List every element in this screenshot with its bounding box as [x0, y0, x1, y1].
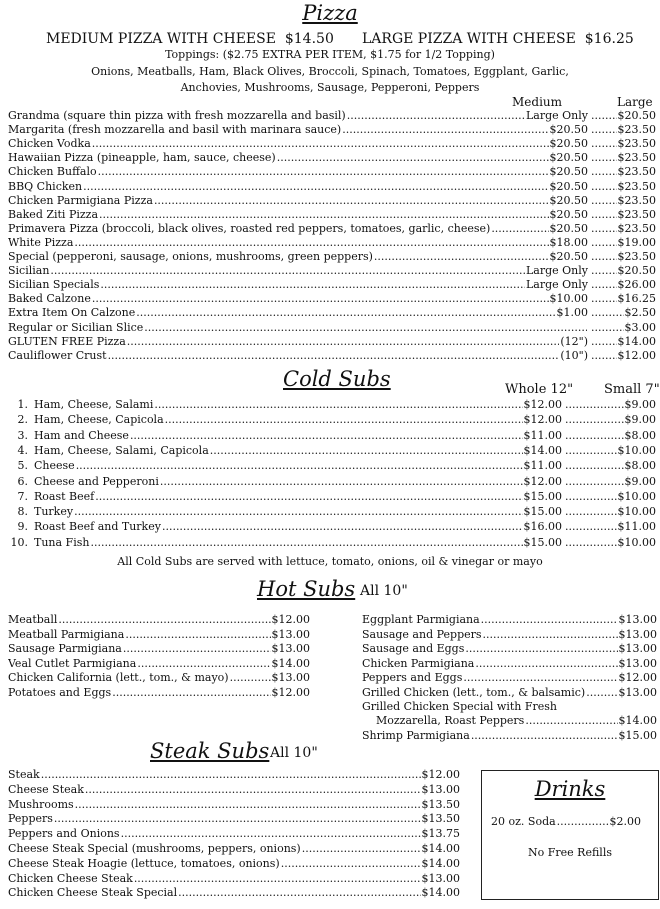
pizza-item-medium-price: (10")	[560, 348, 588, 362]
steak-sub-name: Chicken Cheese Steak	[8, 871, 133, 885]
cold-sub-small-price: $10.00	[617, 443, 656, 457]
drinks-soda-row	[491, 815, 641, 828]
cold-sub-whole-price: $12.00	[523, 474, 562, 488]
pizza-col-medium: Medium	[512, 95, 563, 109]
steak-sub-name: Cheese Steak Special (mushrooms, peppers, onions)	[8, 842, 301, 855]
pizza-item-large-row	[590, 109, 656, 122]
pizza-item-large-row	[590, 137, 656, 150]
steak-sub-row	[8, 768, 460, 781]
cold-sub-number: 2.	[17, 413, 28, 427]
pizza-item-large-price: $26.00	[617, 278, 656, 292]
pizza-item-large-price: $2.50	[624, 306, 656, 320]
pizza-item-medium-price: $18.00	[549, 235, 588, 249]
hot-sub-row	[362, 628, 657, 641]
cold-sub-whole-price: $11.00	[523, 459, 562, 473]
pizza-item-name: Primavera Pizza (broccoli, black olives, roasted red peppers, tomatoes, garlic, cheese)	[8, 221, 491, 235]
steak-sub-name: Peppers and Onions	[8, 827, 120, 841]
steak-sub-row	[8, 812, 460, 825]
steak-subs-size-note: All 10"	[270, 745, 318, 761]
cold-sub-name: Cheese	[34, 459, 75, 473]
pizza-item-row	[8, 109, 588, 122]
cold-sub-name: Ham and Cheese	[34, 428, 129, 442]
pizza-headline-medium	[46, 31, 334, 47]
cold-sub-small-row	[564, 459, 656, 472]
pizza-item-name: Margarita (fresh mozzarella and basil with marinara sauce)	[8, 123, 342, 137]
headline-medium-price: $14.50	[284, 31, 334, 47]
pizza-item-row	[8, 335, 588, 348]
hot-sub-row	[362, 642, 657, 655]
hot-sub-name: Peppers and Eggs	[362, 671, 463, 684]
hot-sub-name: Sausage Parmigiana	[8, 642, 122, 655]
pizza-item-large-row	[590, 264, 656, 277]
cold-sub-number: 3.	[17, 428, 28, 442]
pizza-item-name: Sicilian	[8, 264, 50, 278]
pizza-item-large-row	[590, 194, 656, 207]
cold-sub-small-price: $11.00	[617, 520, 656, 534]
cold-sub-whole-price: $15.00	[523, 505, 562, 519]
cold-sub-small-price: $8.00	[624, 428, 656, 442]
steak-sub-row	[8, 857, 460, 870]
steak-sub-price: $14.00	[421, 856, 460, 870]
hot-sub-row	[8, 657, 310, 670]
hot-sub-special-name: Grilled Chicken Special with Fresh	[362, 700, 557, 713]
drinks-box	[481, 770, 659, 900]
hot-sub-price: $13.00	[271, 671, 310, 684]
steak-sub-price: $14.00	[421, 886, 460, 900]
pizza-item-name: Baked Calzone	[8, 292, 91, 306]
pizza-item-name: Chicken Vodka	[8, 137, 91, 151]
cold-sub-small-row	[564, 398, 656, 411]
pizza-item-name: Baked Ziti Pizza	[8, 207, 99, 221]
cold-col-small: Small 7"	[604, 382, 660, 397]
headline-large-label: LARGE PIZZA WITH CHEESE	[362, 31, 576, 47]
pizza-item-medium-price: $20.50	[549, 250, 588, 263]
pizza-title: Pizza	[302, 1, 358, 25]
cold-sub-small-row	[564, 475, 656, 488]
pizza-item-large-price: $23.50	[617, 221, 656, 235]
pizza-item-row	[8, 278, 588, 291]
hot-sub-row	[8, 613, 310, 626]
cold-sub-name: Roast Beef and Turkey	[34, 520, 161, 534]
cold-col-whole: Whole 12"	[505, 382, 574, 397]
pizza-item-large-price: $23.50	[617, 137, 656, 151]
hot-sub-name: Meatball	[8, 613, 58, 626]
hot-sub-price: $13.00	[271, 627, 310, 641]
hot-sub-row	[8, 686, 310, 699]
pizza-item-large-row	[590, 222, 656, 235]
cold-sub-name: Roast Beef	[34, 489, 95, 503]
pizza-item-large-price: $20.50	[617, 109, 656, 122]
hot-sub-row	[362, 729, 657, 742]
pizza-item-large-price: $3.00	[624, 320, 656, 334]
hot-sub-row	[362, 657, 657, 670]
cold-sub-name: Cheese and Pepperoni	[34, 474, 159, 488]
hot-sub-price: $12.00	[271, 685, 310, 699]
hot-sub-name: Chicken California (lett., tom., & mayo)	[8, 671, 229, 684]
pizza-item-large-row	[590, 180, 656, 193]
hot-sub-name: Veal Cutlet Parmigiana	[8, 656, 137, 670]
cold-sub-whole-price: $15.00	[523, 489, 562, 503]
hot-sub-name: Grilled Chicken (lett., tom., & balsamic)	[362, 685, 586, 699]
hot-sub-price: $13.00	[618, 685, 657, 699]
cold-sub-row	[4, 475, 562, 488]
pizza-item-row	[8, 180, 588, 193]
cold-sub-row	[4, 536, 562, 549]
cold-sub-row	[4, 505, 562, 518]
hot-sub-special-price: $14.00	[618, 714, 657, 727]
pizza-item-medium-price: $10.00	[549, 292, 588, 306]
hot-subs-size-note: All 10"	[360, 583, 408, 599]
steak-sub-price: $13.50	[421, 812, 460, 826]
pizza-item-large-row	[590, 208, 656, 221]
steak-sub-row	[8, 842, 460, 855]
cold-sub-small-row	[564, 413, 656, 426]
pizza-item-large-row	[590, 278, 656, 291]
cold-sub-number: 7.	[17, 489, 28, 503]
cold-sub-row	[4, 459, 562, 472]
cold-sub-small-row	[564, 536, 656, 549]
hot-sub-price: $14.00	[271, 656, 310, 670]
pizza-item-large-row	[590, 236, 656, 249]
steak-sub-name: Cheese Steak	[8, 782, 84, 796]
pizza-item-name: Cauliflower Crust	[8, 348, 107, 362]
pizza-item-large-price: $19.00	[617, 235, 656, 249]
pizza-item-large-row	[590, 321, 656, 334]
cold-sub-name: Ham, Cheese, Salami, Capicola	[34, 443, 209, 457]
hot-sub-row	[362, 671, 657, 684]
steak-sub-row	[8, 886, 460, 899]
toppings-note: Toppings: ($2.75 EXTRA PER ITEM, $1.75 for 1/2 Topping)	[165, 48, 495, 61]
cold-sub-number: 5.	[17, 459, 28, 473]
cold-sub-name: Turkey	[34, 505, 74, 519]
pizza-item-medium-price: $20.50	[549, 165, 588, 179]
pizza-item-medium-price: $20.50	[549, 221, 588, 235]
steak-sub-row	[8, 872, 460, 885]
pizza-item-large-price: $12.00	[617, 348, 656, 362]
pizza-item-name: BBQ Chicken	[8, 179, 83, 193]
steak-sub-price: $13.00	[421, 871, 460, 885]
cold-sub-name: Ham, Cheese, Capicola	[34, 413, 164, 427]
cold-sub-number: 9.	[17, 520, 28, 534]
cold-sub-small-price: $8.00	[624, 459, 656, 473]
toppings-line-1: Onions, Meatballs, Ham, Black Olives, Broccoli, Spinach, Tomatoes, Eggplant, Garlic,	[91, 65, 569, 78]
cold-sub-small-price: $9.00	[624, 398, 656, 411]
hot-sub-row	[8, 671, 310, 684]
pizza-col-large: Large	[617, 95, 653, 109]
pizza-item-name: Extra Item On Calzone	[8, 306, 136, 320]
cold-sub-whole-price: $12.00	[523, 398, 562, 411]
pizza-item-medium-price: $20.50	[549, 207, 588, 221]
pizza-item-medium-price: $20.50	[549, 151, 588, 165]
pizza-item-medium-price: $20.50	[549, 193, 588, 207]
pizza-item-large-price: $23.50	[617, 193, 656, 207]
pizza-item-name: Special (pepperoni, sausage, onions, mushrooms, green peppers)	[8, 250, 373, 263]
hot-sub-special-desc: Mozzarella, Roast Peppers	[376, 714, 525, 727]
cold-sub-small-price: $10.00	[617, 505, 656, 519]
hot-sub-price: $12.00	[271, 613, 310, 626]
hot-sub-name: Shrimp Parmigiana	[362, 729, 470, 742]
pizza-item-medium-price: (12")	[560, 334, 588, 348]
pizza-item-row	[8, 250, 588, 263]
cold-sub-number: 6.	[17, 474, 28, 488]
cold-sub-row	[4, 490, 562, 503]
drinks-title: Drinks	[534, 777, 606, 801]
pizza-item-row	[8, 151, 588, 164]
hot-sub-name: Potatoes and Eggs	[8, 685, 112, 699]
steak-sub-price: $13.00	[421, 782, 460, 796]
pizza-item-name: Chicken Buffalo	[8, 165, 97, 179]
steak-sub-price: $13.75	[421, 827, 460, 841]
steak-sub-row	[8, 827, 460, 840]
hot-sub-price: $13.00	[618, 656, 657, 670]
cold-sub-small-row	[564, 429, 656, 442]
pizza-item-large-price: $23.50	[617, 151, 656, 165]
hot-sub-row	[362, 686, 657, 699]
cold-sub-small-row	[564, 505, 656, 518]
cold-sub-small-price: $10.00	[617, 535, 656, 549]
pizza-item-row	[8, 222, 588, 235]
hot-sub-price: $15.00	[618, 729, 657, 742]
pizza-item-large-row	[590, 165, 656, 178]
pizza-item-large-price: $14.00	[617, 334, 656, 348]
pizza-item-large-price: $23.50	[617, 250, 656, 263]
cold-sub-row	[4, 413, 562, 426]
cold-sub-small-price: $9.00	[624, 474, 656, 488]
steak-sub-name: Mushrooms	[8, 797, 74, 811]
hot-subs-title: Hot Subs	[257, 577, 356, 601]
steak-sub-name: Chicken Cheese Steak Special	[8, 886, 178, 900]
hot-sub-row	[8, 628, 310, 641]
pizza-item-name: Grandma (square thin pizza with fresh mozzarella and basil)	[8, 109, 346, 122]
steak-sub-name: Steak	[8, 768, 40, 781]
hot-sub-price: $13.00	[618, 642, 657, 655]
pizza-item-row	[8, 292, 588, 305]
pizza-item-large-row	[590, 151, 656, 164]
cold-subs-title: Cold Subs	[283, 367, 391, 391]
hot-sub-special-line-2	[376, 714, 657, 727]
pizza-item-name: Regular or Sicilian Slice	[8, 320, 144, 334]
steak-sub-price: $12.00	[421, 768, 460, 781]
cold-sub-small-row	[564, 520, 656, 533]
cold-sub-row	[4, 444, 562, 457]
cold-sub-whole-price: $14.00	[523, 443, 562, 457]
soda-price: $2.00	[609, 815, 641, 828]
steak-sub-price: $13.50	[421, 797, 460, 811]
hot-sub-price: $13.00	[271, 642, 310, 655]
toppings-line-2: Anchovies, Mushrooms, Sausage, Pepperoni, Peppers	[180, 81, 480, 94]
pizza-item-name: Sicilian Specials	[8, 278, 100, 292]
cold-sub-number: 10.	[10, 535, 28, 549]
pizza-item-row	[8, 264, 588, 277]
hot-sub-name: Sausage and Eggs	[362, 642, 465, 655]
cold-sub-whole-price: $15.00	[523, 535, 562, 549]
steak-sub-name: Peppers	[8, 812, 53, 826]
hot-sub-price: $13.00	[618, 613, 657, 626]
cold-sub-row	[4, 520, 562, 533]
cold-sub-row	[4, 429, 562, 442]
pizza-item-medium-price: $20.50	[549, 179, 588, 193]
cold-sub-number: 1.	[17, 398, 28, 411]
steak-sub-row	[8, 798, 460, 811]
pizza-item-medium-price: Large Only	[525, 264, 588, 278]
pizza-item-name: Chicken Parmigiana Pizza	[8, 193, 153, 207]
pizza-item-name: White Pizza	[8, 235, 74, 249]
pizza-item-row	[8, 137, 588, 150]
pizza-item-row	[8, 306, 588, 319]
pizza-item-medium-price: $1.00	[556, 306, 588, 320]
cold-sub-name: Ham, Cheese, Salami	[34, 398, 154, 411]
headline-medium-label: MEDIUM PIZZA WITH CHEESE	[46, 31, 276, 47]
cold-sub-name: Tuna Fish	[34, 535, 90, 549]
pizza-item-row	[8, 236, 588, 249]
headline-large-price: $16.25	[584, 31, 634, 47]
steak-sub-name: Cheese Steak Hoagie (lettuce, tomatoes, onions)	[8, 856, 280, 870]
pizza-headline-large	[362, 31, 634, 47]
steak-sub-row	[8, 783, 460, 796]
pizza-item-medium-price: $20.50	[549, 137, 588, 151]
hot-sub-name: Meatball Parmigiana	[8, 627, 125, 641]
cold-sub-whole-price: $16.00	[523, 520, 562, 534]
soda-name: 20 oz. Soda	[491, 815, 556, 828]
pizza-item-large-row	[590, 123, 656, 136]
cold-sub-whole-price: $11.00	[523, 428, 562, 442]
hot-sub-row	[8, 642, 310, 655]
pizza-item-large-row	[590, 306, 656, 319]
drinks-note: No Free Refills	[528, 846, 612, 859]
cold-subs-note: All Cold Subs are served with lettuce, tomato, onions, oil & vinegar or mayo	[117, 555, 543, 568]
pizza-item-large-row	[590, 292, 656, 305]
cold-sub-whole-price: $12.00	[523, 413, 562, 427]
cold-sub-small-price: $10.00	[617, 489, 656, 503]
hot-sub-name: Chicken Parmigiana	[362, 656, 475, 670]
pizza-item-large-row	[590, 335, 656, 348]
cold-sub-small-row	[564, 490, 656, 503]
pizza-item-large-price: $23.50	[617, 165, 656, 179]
steak-sub-price: $14.00	[421, 842, 460, 855]
pizza-item-name: GLUTEN FREE Pizza	[8, 334, 126, 348]
pizza-item-large-row	[590, 349, 656, 362]
pizza-item-large-price: $16.25	[617, 292, 656, 306]
pizza-item-row	[8, 208, 588, 221]
pizza-item-row	[8, 123, 588, 136]
pizza-item-name: Hawaiian Pizza (pineapple, ham, sauce, cheese)	[8, 151, 276, 165]
pizza-item-row	[8, 321, 588, 334]
hot-sub-name: Sausage and Peppers	[362, 627, 482, 641]
hot-sub-special-line-1	[362, 700, 657, 713]
pizza-item-large-price: $20.50	[617, 264, 656, 278]
hot-sub-name: Eggplant Parmigiana	[362, 613, 480, 626]
pizza-item-large-price: $23.50	[617, 123, 656, 137]
pizza-item-row	[8, 194, 588, 207]
pizza-item-large-row	[590, 250, 656, 263]
pizza-item-large-price: $23.50	[617, 179, 656, 193]
pizza-item-medium-price: Large Only	[525, 109, 588, 122]
cold-sub-small-row	[564, 444, 656, 457]
cold-sub-number: 8.	[17, 505, 28, 519]
pizza-item-row	[8, 165, 588, 178]
hot-sub-price: $13.00	[618, 627, 657, 641]
pizza-item-large-price: $23.50	[617, 207, 656, 221]
pizza-item-medium-price: Large Only	[525, 278, 588, 292]
hot-sub-row	[362, 613, 657, 626]
cold-sub-small-price: $9.00	[624, 413, 656, 427]
pizza-item-medium-price: $20.50	[549, 123, 588, 137]
steak-subs-title: Steak Subs	[150, 739, 270, 763]
cold-sub-number: 4.	[17, 443, 28, 457]
pizza-item-row	[8, 349, 588, 362]
cold-sub-row	[4, 398, 562, 411]
hot-sub-price: $12.00	[618, 671, 657, 684]
